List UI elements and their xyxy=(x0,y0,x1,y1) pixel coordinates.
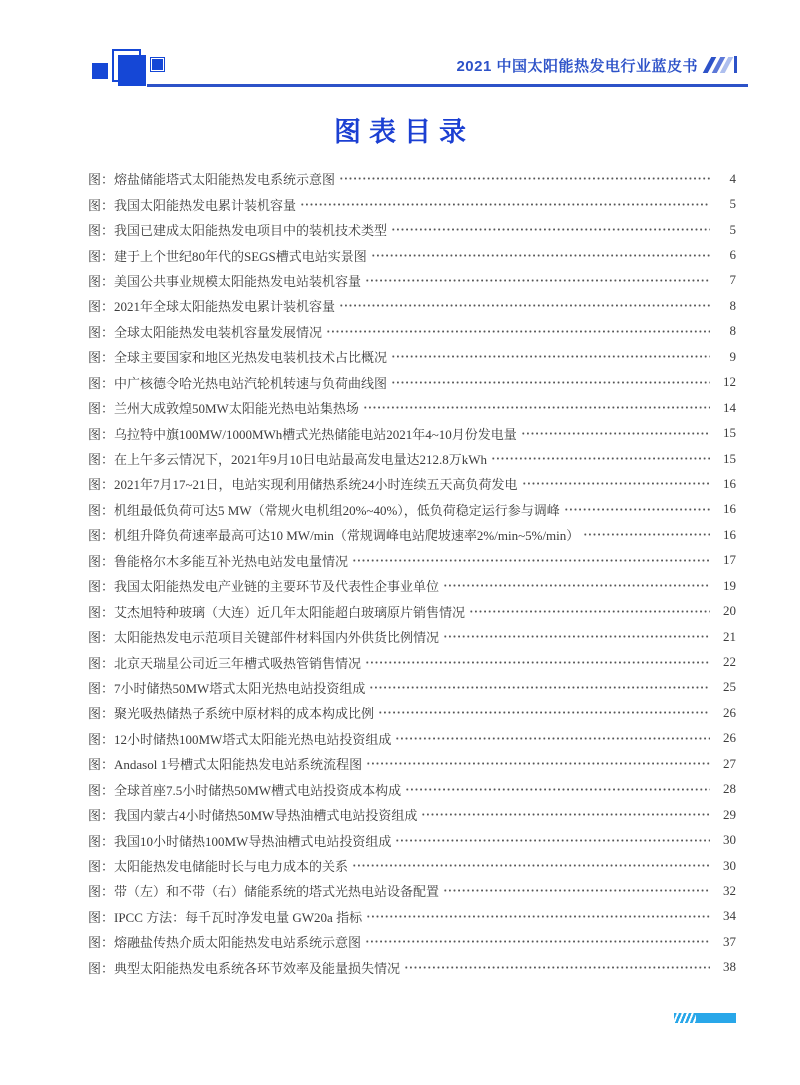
toc-entry-page-number: 29 xyxy=(723,806,736,822)
toc-entry-label: 图：全球主要国家和地区光热发电装机技术占比概况 xyxy=(88,350,388,366)
toc-entry-label: 图：我国太阳能热发电累计装机容量 xyxy=(88,197,297,213)
toc-entry-label: 图：2021年7月17~21日，电站实现利用储热系统24小时连续五天高负荷发电 xyxy=(88,477,518,493)
toc-entry xyxy=(88,344,736,369)
toc-entry-page-number: 5 xyxy=(729,221,736,237)
dot-leader xyxy=(405,783,710,796)
dot-leader xyxy=(300,198,710,211)
figure-list xyxy=(88,166,736,980)
toc-entry xyxy=(88,166,736,191)
toc-entry-label: 图：典型太阳能热发电系统各环节效率及能量损失情况 xyxy=(88,960,401,976)
toc-entry xyxy=(88,675,736,700)
dot-leader xyxy=(352,859,710,872)
page-title: 图表目录 xyxy=(334,117,474,147)
toc-entry-label: 图：中广核德令哈光热电站汽轮机转速与负荷曲线图 xyxy=(88,375,388,391)
toc-entry-label: 图：鲁能格尔木多能互补光热电站发电量情况 xyxy=(88,553,349,569)
dot-leader xyxy=(443,579,710,592)
toc-entry xyxy=(88,497,736,522)
toc-entry xyxy=(88,191,736,216)
dot-leader xyxy=(469,605,710,618)
dot-leader xyxy=(371,249,710,262)
toc-entry-page-number: 22 xyxy=(723,654,736,670)
dot-leader xyxy=(366,757,710,770)
toc-entry-label: 图：机组最低负荷可达5 MW（常规火电机组20%~40%），低负荷稳定运行参与调峰 xyxy=(88,502,560,518)
toc-entry-label: 图：2021年全球太阳能热发电累计装机容量 xyxy=(88,299,336,315)
slash-end-bar xyxy=(734,56,737,73)
toc-entry-label: 图：IPCC 方法：每千瓦时净发电量 GW20a 指标 xyxy=(88,909,363,925)
toc-entry-label: 图：太阳能热发电储能时长与电力成本的关系 xyxy=(88,859,349,875)
toc-entry-page-number: 34 xyxy=(723,908,736,924)
slash-marks-icon xyxy=(707,56,737,73)
toc-entry xyxy=(88,624,736,649)
dot-leader xyxy=(391,350,710,363)
logo-square-small-right xyxy=(150,57,165,72)
dot-leader xyxy=(363,401,710,414)
logo-square-solid xyxy=(118,55,146,86)
toc-entry-label: 图：12小时储热100MW塔式太阳能光热电站投资组成 xyxy=(88,731,392,747)
toc-entry-page-number: 8 xyxy=(729,297,736,313)
toc-entry xyxy=(88,319,736,344)
logo-square-small-left xyxy=(92,63,108,79)
toc-entry xyxy=(88,370,736,395)
toc-entry-page-number: 5 xyxy=(729,196,736,212)
toc-entry-label: 图：7小时储热50MW塔式太阳光热电站投资组成 xyxy=(88,680,366,696)
toc-entry-page-number: 26 xyxy=(723,704,736,720)
toc-entry xyxy=(88,217,736,242)
toc-entry-page-number: 25 xyxy=(723,679,736,695)
dot-leader xyxy=(443,884,710,897)
dot-leader xyxy=(443,630,710,643)
toc-entry-page-number: 28 xyxy=(723,781,736,797)
toc-entry-page-number: 16 xyxy=(723,501,736,517)
toc-entry xyxy=(88,853,736,878)
toc-entry-label: 图：我国已建成太阳能热发电项目中的装机技术类型 xyxy=(88,223,388,239)
toc-entry xyxy=(88,802,736,827)
toc-entry-page-number: 7 xyxy=(729,272,736,288)
toc-entry-page-number: 4 xyxy=(729,170,736,186)
dot-leader xyxy=(366,910,710,923)
toc-entry xyxy=(88,268,736,293)
toc-entry xyxy=(88,955,736,980)
dot-leader xyxy=(369,681,710,694)
slash-bar-icon xyxy=(674,1013,736,1023)
toc-entry xyxy=(88,827,736,852)
toc-entry-label: 图：在上午多云情况下，2021年9月10日电站最高发电量达212.8万kWh xyxy=(88,452,488,468)
toc-entry xyxy=(88,878,736,903)
toc-entry xyxy=(88,471,736,496)
dot-leader xyxy=(391,376,710,389)
toc-entry-page-number: 9 xyxy=(729,348,736,364)
toc-entry-page-number: 15 xyxy=(723,425,736,441)
toc-entry-page-number: 26 xyxy=(723,730,736,746)
toc-entry xyxy=(88,522,736,547)
toc-entry-label: 图：北京天瑞星公司近三年槽式吸热管销售情况 xyxy=(88,655,362,671)
toc-entry xyxy=(88,726,736,751)
toc-entry-page-number: 16 xyxy=(723,526,736,542)
toc-entry-page-number: 38 xyxy=(723,959,736,975)
dot-leader xyxy=(365,935,710,948)
toc-entry xyxy=(88,573,736,598)
toc-entry xyxy=(88,649,736,674)
toc-entry xyxy=(88,904,736,929)
dot-leader xyxy=(339,299,710,312)
dot-leader xyxy=(378,706,710,719)
toc-entry-page-number: 27 xyxy=(723,755,736,771)
toc-entry xyxy=(88,420,736,445)
dot-leader xyxy=(521,427,710,440)
toc-entry xyxy=(88,446,736,471)
toc-entry xyxy=(88,242,736,267)
toc-entry-label: 图：我国太阳能热发电产业链的主要环节及代表性企事业单位 xyxy=(88,579,440,595)
toc-entry-label: 图：聚光吸热储热子系统中原材料的成本构成比例 xyxy=(88,706,375,722)
header-divider xyxy=(147,84,748,87)
toc-entry-page-number: 16 xyxy=(723,475,736,491)
toc-entry-label: 图：太阳能热发电示范项目关键部件材料国内外供货比例情况 xyxy=(88,630,440,646)
toc-entry-label: 图：乌拉特中旗100MW/1000MWh槽式光热储能电站2021年4~10月份发电量 xyxy=(88,426,517,442)
toc-entry-page-number: 20 xyxy=(723,603,736,619)
toc-entry-label: 图：全球太阳能热发电装机容量发展情况 xyxy=(88,324,323,340)
dot-leader xyxy=(564,503,710,516)
toc-entry-page-number: 17 xyxy=(723,552,736,568)
toc-entry-label: 图：带（左）和不带（右）储能系统的塔式光热电站设备配置 xyxy=(88,884,440,900)
toc-entry-page-number: 30 xyxy=(723,857,736,873)
dot-leader xyxy=(583,528,710,541)
toc-entry-page-number: 14 xyxy=(723,399,736,415)
toc-entry-page-number: 30 xyxy=(723,832,736,848)
dot-leader xyxy=(421,808,710,821)
toc-entry-label: 图：我国10小时储热100MW导热油槽式电站投资组成 xyxy=(88,833,392,849)
dot-leader xyxy=(352,554,710,567)
dot-leader xyxy=(395,732,710,745)
toc-entry-page-number: 12 xyxy=(723,374,736,390)
toc-entry-label: 图：全球首座7.5小时储热50MW槽式电站投资成本构成 xyxy=(88,782,402,798)
toc-entry-label: 图：兰州大成敦煌50MW太阳能光热电站集热场 xyxy=(88,401,359,417)
toc-entry-page-number: 8 xyxy=(729,323,736,339)
toc-entry xyxy=(88,700,736,725)
toc-entry-label: 图：艾杰旭特种玻璃（大连）近几年太阳能超白玻璃原片销售情况 xyxy=(88,604,466,620)
toc-entry-label: 图：机组升降负荷速率最高可达10 MW/min（常规调峰电站爬坡速率2%/min~5%/min） xyxy=(88,528,580,544)
toc-entry-label: 图：美国公共事业规模太阳能热发电站装机容量 xyxy=(88,273,362,289)
toc-entry-label: 图：我国内蒙古4小时储热50MW导热油槽式电站投资组成 xyxy=(88,808,418,824)
dot-leader xyxy=(365,274,710,287)
toc-entry-page-number: 15 xyxy=(723,450,736,466)
toc-entry-label: 图：Andasol 1号槽式太阳能热发电站系统流程图 xyxy=(88,757,363,773)
dot-leader xyxy=(339,172,710,185)
toc-entry xyxy=(88,929,736,954)
dot-leader xyxy=(404,961,710,974)
toc-entry-label: 图：熔盐储能塔式太阳能热发电系统示意图 xyxy=(88,172,336,188)
report-title: 2021 中国太阳能热发电行业蓝皮书 xyxy=(456,58,698,75)
toc-entry xyxy=(88,598,736,623)
dot-leader xyxy=(391,223,710,236)
toc-entry-page-number: 32 xyxy=(723,882,736,898)
dot-leader xyxy=(522,477,710,490)
toc-entry xyxy=(88,777,736,802)
toc-entry xyxy=(88,548,736,573)
toc-entry-page-number: 21 xyxy=(723,628,736,644)
toc-entry xyxy=(88,395,736,420)
toc-entry xyxy=(88,293,736,318)
toc-entry-page-number: 37 xyxy=(723,933,736,949)
toc-entry-page-number: 6 xyxy=(729,247,736,263)
toc-entry-label: 图：熔融盐传热介质太阳能热发电站系统示意图 xyxy=(88,935,362,951)
slash-bar-stripes xyxy=(674,1013,696,1023)
dot-leader xyxy=(395,834,710,847)
toc-entry-page-number: 19 xyxy=(723,577,736,593)
dot-leader xyxy=(491,452,710,465)
dot-leader xyxy=(326,325,710,338)
toc-entry-label: 图：建于上个世纪80年代的SEGS槽式电站实景图 xyxy=(88,248,367,264)
toc-entry xyxy=(88,751,736,776)
dot-leader xyxy=(365,656,710,669)
